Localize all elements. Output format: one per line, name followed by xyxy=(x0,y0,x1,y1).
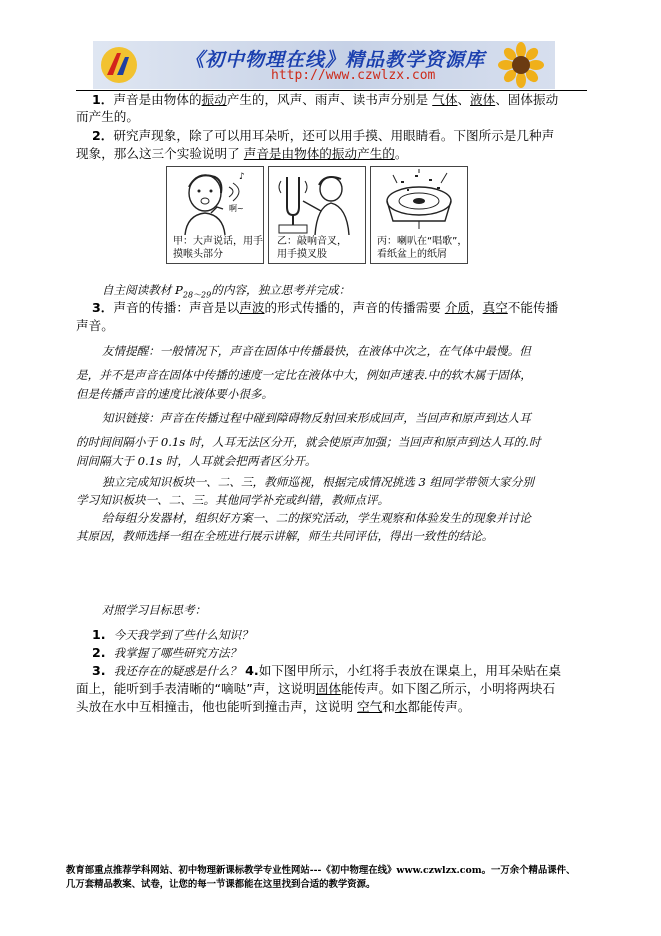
q1-answer-gas: 气体 xyxy=(432,92,458,107)
reflect-item-2-text: 我掌握了哪些研究方法？ xyxy=(113,646,242,660)
q4-answer-water: 水 xyxy=(394,699,408,714)
q1-answer-liquid: 液体 xyxy=(470,92,496,107)
q2-line2 xyxy=(76,144,586,163)
q4-text-a: 如下图甲所示，小红将手表放在课桌上，用耳朵贴在桌 xyxy=(258,663,561,678)
q2-text-b: 现象，那么这三个实验说明了 xyxy=(76,146,240,161)
link-line-3: 间间隔大于 0.1s 时，人耳就会把两者区分开。 xyxy=(76,454,317,468)
q4-text-c3: 都能传声。 xyxy=(407,699,471,714)
figure-bing xyxy=(370,166,468,264)
link-text-1: 知识链接：声音在传播过程中碰到障碍物反射回来形成回声，当回声和原声到达人耳 xyxy=(101,411,531,425)
reflect-item-2-number: 2. xyxy=(92,645,106,660)
footer-line-2: 几万套精品教案、试卷，让您的每一节课都能在这里找到合适的教学资源。 xyxy=(66,879,376,890)
tip-text-1: 友情提醒：一般情况下，声音在固体中传播最快，在液体中次之，在气体中最慢。但 xyxy=(101,344,531,358)
figure-bing-caption-1: 丙：喇叭在“唱歌”， xyxy=(377,236,468,247)
svg-text:♪: ♪ xyxy=(239,172,245,182)
q4-answer-solid: 固体 xyxy=(315,681,341,696)
q1-sep: 、 xyxy=(457,92,471,107)
group-line-4: 其原因，教师选择一组在全班进行展示讲解，师生共同评估，得出一致性的结论。 xyxy=(76,529,494,543)
group-line-1 xyxy=(76,473,586,492)
q4-text-b1: 面上，能听到手表清晰的“嘀哒”声，这说明 xyxy=(76,681,316,696)
q4-line-2 xyxy=(76,679,586,698)
q4-line-3 xyxy=(76,697,586,716)
q3-number: 3． xyxy=(92,300,114,315)
q2-end: 。 xyxy=(394,146,408,161)
reading-text-a: 自主阅读教材 P xyxy=(101,283,183,297)
tuning-fork-icon xyxy=(269,167,365,235)
q4-text-c1: 头放在水中互相撞击，他也能听到撞击声，这说明 xyxy=(76,699,354,714)
q4-text-c2: 和 xyxy=(382,699,395,714)
q2-text-a: 研究声现象，除了可以用耳朵听，还可以用手摸、用眼睛看。下图所示是几种声 xyxy=(113,128,555,143)
reading-text-b: 的内容，独立思考并完成： xyxy=(211,283,351,297)
tip-line-3: 但是传播声音的速度比液体要小很多。 xyxy=(76,387,274,401)
banner-title: 《初中物理在线》精品教学资源库 xyxy=(185,49,486,71)
figure-jia xyxy=(166,166,264,264)
q2-answer: 声音是由物体的振动产生的 xyxy=(243,146,395,161)
q1-answer-vibration: 振动 xyxy=(201,92,227,107)
group-line-3 xyxy=(76,509,586,528)
q1-number: 1． xyxy=(92,92,114,107)
q1-text-b: 产生的，风声、雨声、读书声分别是 xyxy=(226,92,429,107)
figure-jia-caption-2: 摸喉头部分 xyxy=(173,249,223,260)
tip-line-1 xyxy=(76,342,586,361)
q3-answer-wave: 声波 xyxy=(239,300,265,315)
figure-yi-caption-2: 用手摸叉股 xyxy=(277,249,327,260)
reflect-item-3-text: 我还存在的疑惑是什么？ xyxy=(113,664,242,678)
q1-text-c: 、固体振动 xyxy=(495,92,559,107)
reflect-heading xyxy=(76,601,586,620)
q3-text-b: 的形式传播的，声音的传播需要 xyxy=(264,300,441,315)
q1-text-a: 声音是由物体的 xyxy=(113,92,202,107)
group-line-2: 学习知识板块一、二、三。其他同学补充或纠错，教师点评。 xyxy=(76,493,390,507)
q3-text-a: ：声音是以 xyxy=(176,300,240,315)
q3-text-c: 不能传播 xyxy=(507,300,559,315)
page-footer xyxy=(66,864,586,892)
q3-answer-vacuum: 真空 xyxy=(482,300,508,315)
figure-yi-caption-1: 乙：敲响音叉， xyxy=(277,236,347,247)
reflect-item-3 xyxy=(76,661,586,681)
figure-yi xyxy=(268,166,366,264)
figure-jia-bubble: 啊~ xyxy=(229,204,244,213)
question-2 xyxy=(76,126,586,145)
tip-line-2: 是，并不是声音在固体中传播的速度一定比在液体中大，例如声速表.中的软木属于固体， xyxy=(76,368,532,382)
site-logo-icon xyxy=(99,45,139,85)
figure-bing-caption-2: 看纸盆上的纸屑 xyxy=(377,249,447,260)
reading-pages: 28～29 xyxy=(182,290,212,300)
figure-jia-caption-1: 甲：大声说话，用手 xyxy=(173,236,263,247)
banner-url: http://www.czwlzx.com xyxy=(271,68,436,83)
q4-answer-air: 空气 xyxy=(357,699,383,714)
speaking-person-icon xyxy=(167,167,263,235)
q4-number: 4. xyxy=(245,663,259,678)
q1-line2: 而产生的。 xyxy=(76,109,139,124)
q3-line2: 声音。 xyxy=(76,318,114,333)
link-line-1 xyxy=(76,409,586,428)
reflect-heading-text: 对照学习目标思考： xyxy=(101,603,207,617)
reflect-item-1 xyxy=(76,625,586,645)
reflect-item-1-number: 1. xyxy=(92,627,106,642)
q2-number: 2． xyxy=(92,128,114,143)
link-line-2: 的时间间隔小于 0.1s 时，人耳无法区分开，就会使原声加强；当回声和原声到达人耳的.时 xyxy=(76,435,541,449)
q3-answer-medium: 介质 xyxy=(444,300,471,315)
footer-line-1: 教育部重点推荐学科网站、初中物理新课标教学专业性网站---《初中物理在线》www.czwlzx.com。一万余个精品课件、 xyxy=(66,865,576,876)
q3-sep: ， xyxy=(470,300,483,315)
header-banner xyxy=(93,41,555,89)
question-3 xyxy=(76,298,586,317)
group-text-1: 独立完成知识板块一、二、三，教师巡视，根据完成情况挑选 3 组同学带领大家分别 xyxy=(101,475,534,489)
reflect-item-2 xyxy=(76,643,586,663)
reflect-item-1-text: 今天我学到了些什么知识？ xyxy=(113,628,253,642)
group-text-3: 给每组分发器材，组织好方案一、二的探究活动，学生观察和体验发生的现象并讨论 xyxy=(101,511,531,525)
q3-title: 声音的传播 xyxy=(113,300,177,315)
reflect-item-3-number: 3. xyxy=(92,663,106,678)
sunflower-icon xyxy=(491,42,551,88)
speaker-icon xyxy=(371,167,467,235)
q4-text-b2: 能传声。如下图乙所示，小明将两块石 xyxy=(340,681,556,696)
